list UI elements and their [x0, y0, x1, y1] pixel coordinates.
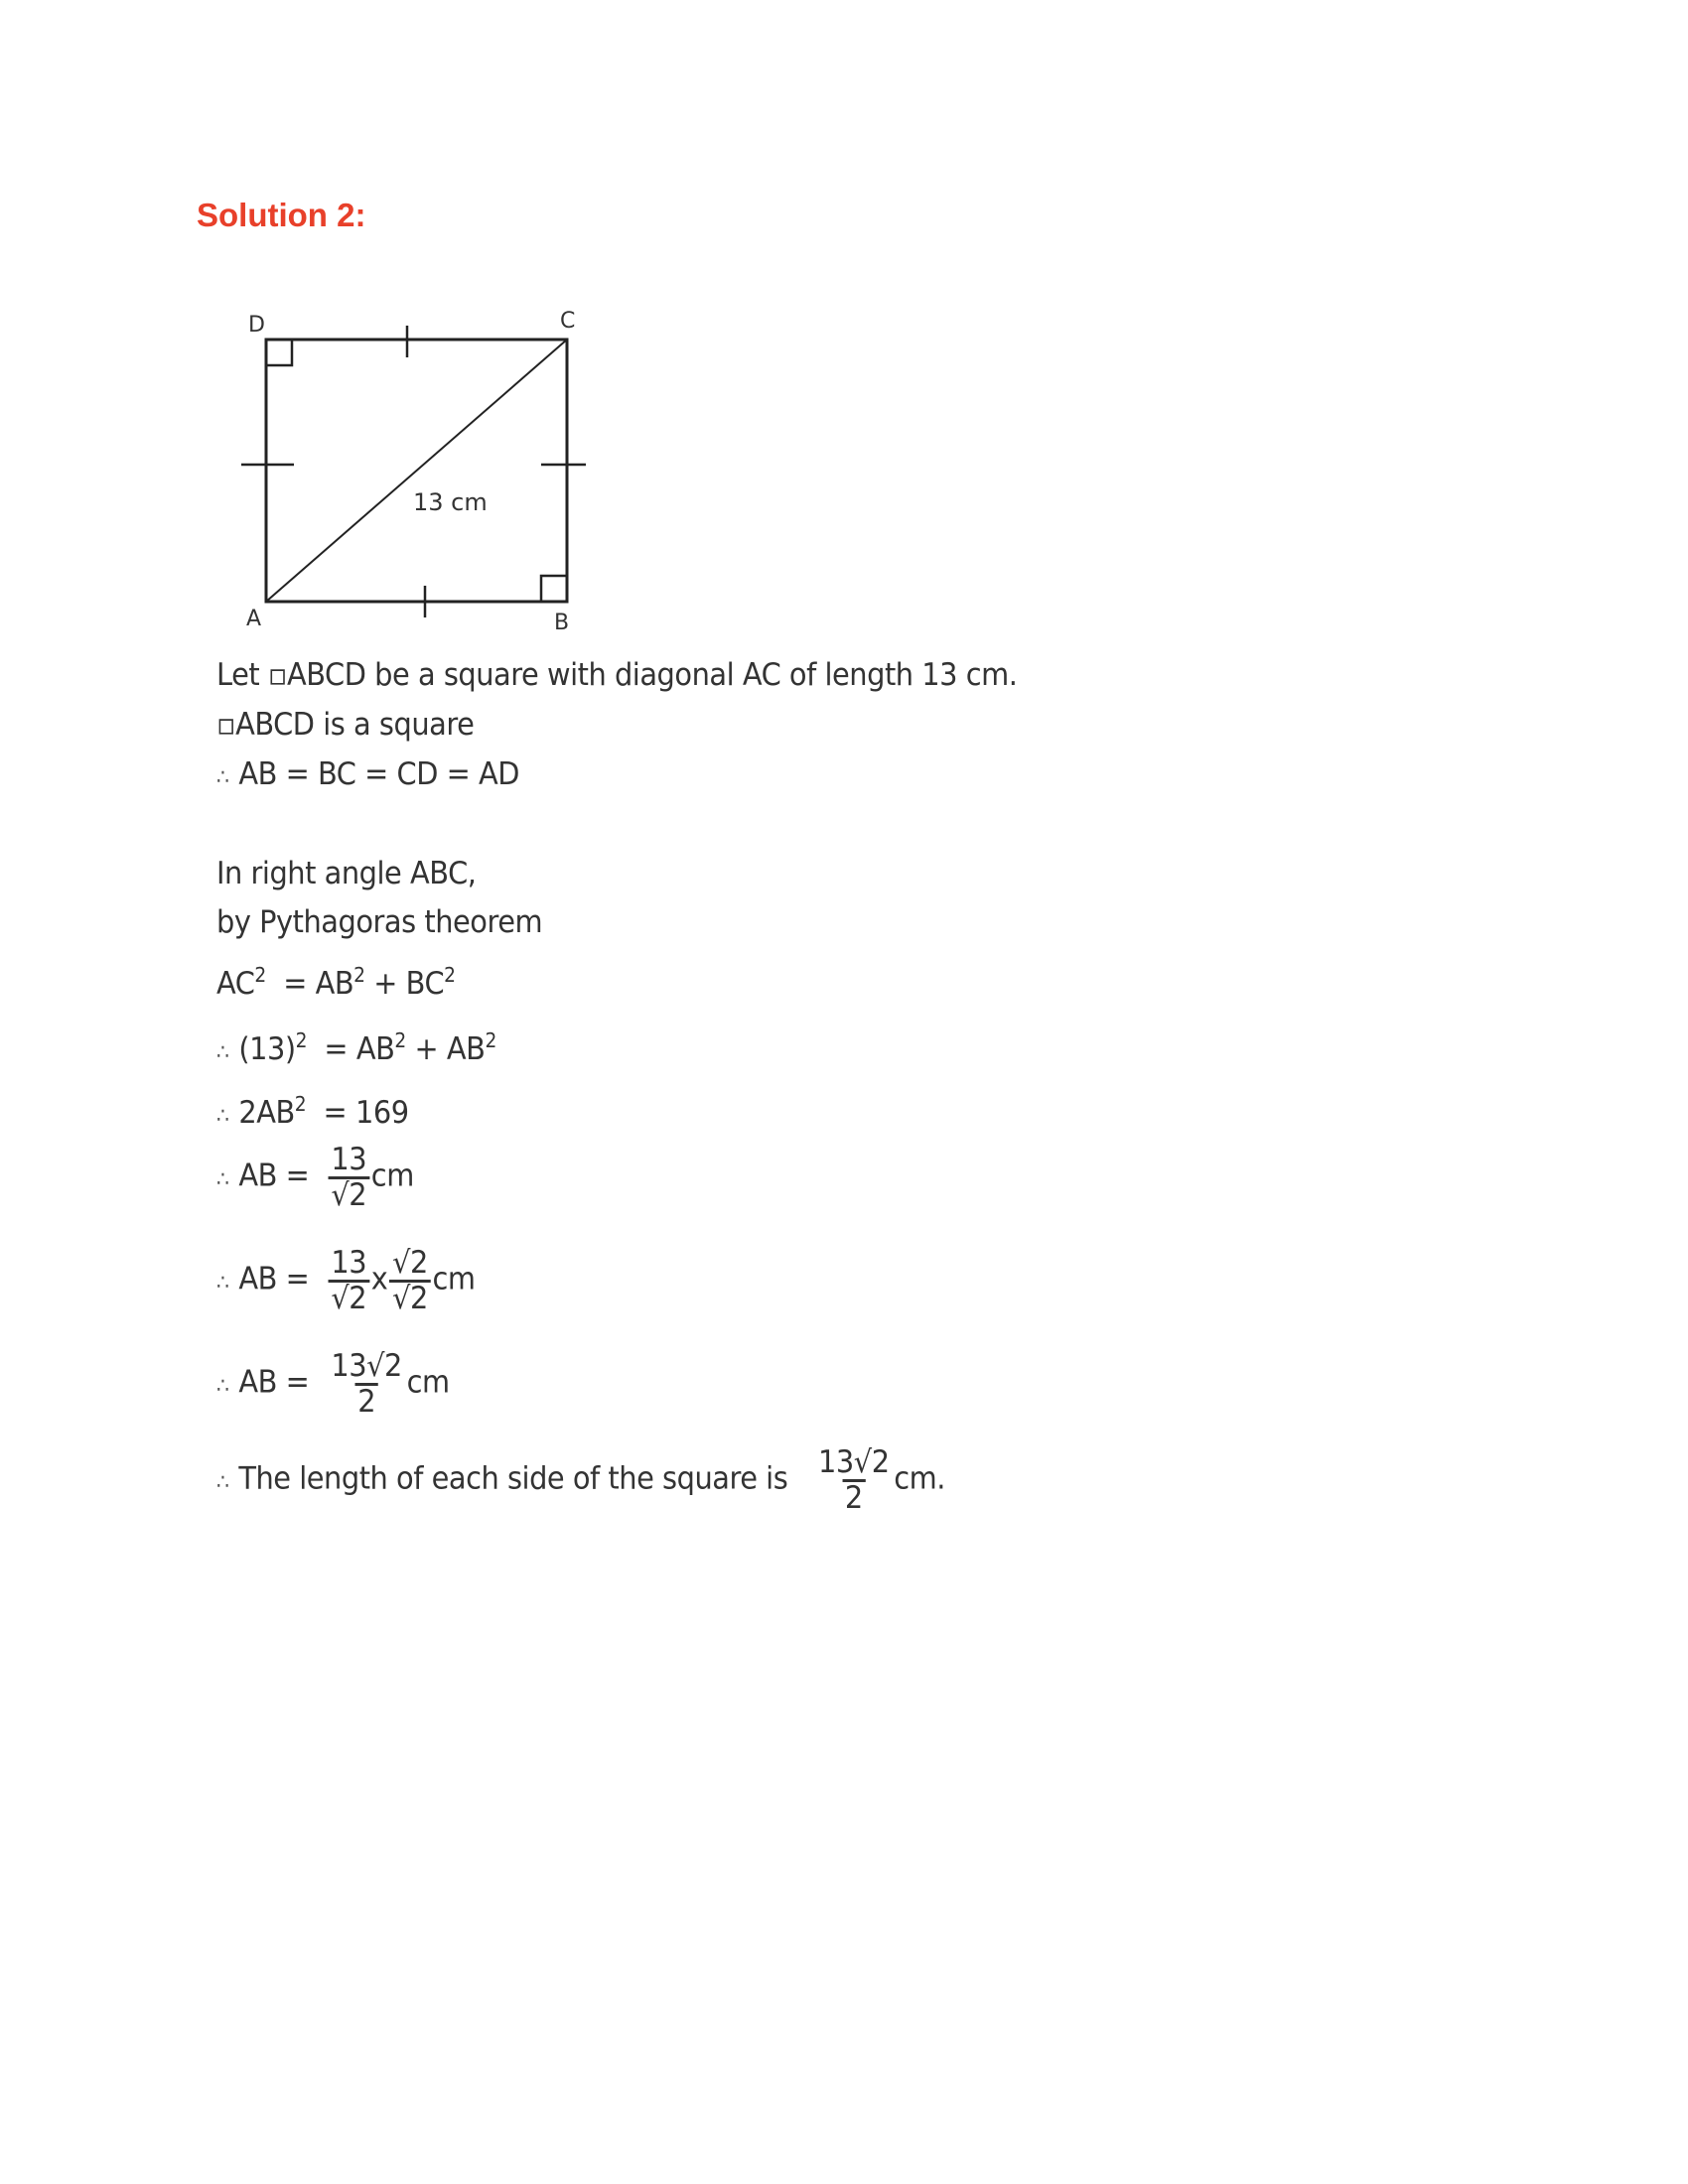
- eq-lhs: AB =: [238, 1364, 310, 1401]
- equation-2ab-squared: [216, 1092, 409, 1131]
- coefficient: 13: [331, 1348, 367, 1384]
- sqrt-icon: √: [331, 1280, 350, 1316]
- solution-heading: Solution 2:: [197, 197, 366, 233]
- exponent: 2: [353, 963, 365, 987]
- right-angle-d-icon: [266, 340, 292, 365]
- sqrt-icon: √: [853, 1444, 872, 1480]
- fraction: [329, 1247, 369, 1314]
- radicand: 2: [349, 1176, 367, 1213]
- equation-ab-fraction: [216, 1144, 414, 1211]
- equation-substitution: [216, 1028, 496, 1067]
- sqrt-icon: √: [392, 1245, 410, 1281]
- vertex-d-label: D: [248, 313, 265, 338]
- eq-term: = 169: [323, 1095, 409, 1131]
- text-line-3: [216, 756, 519, 792]
- unit: cm: [406, 1364, 450, 1401]
- numerator: [329, 1350, 405, 1383]
- therefore-icon: ∴: [216, 1270, 228, 1296]
- therefore-icon: ∴: [216, 1104, 228, 1129]
- eq-term: = AB: [324, 1031, 395, 1067]
- exponent: 2: [254, 963, 266, 987]
- exponent: 2: [394, 1028, 406, 1052]
- radicand: 2: [409, 1245, 428, 1281]
- exponent: 2: [485, 1028, 496, 1052]
- square-diagram: [228, 298, 586, 635]
- therefore-icon: ∴: [216, 1166, 228, 1192]
- therefore-icon: ∴: [216, 1040, 228, 1065]
- therefore-icon: ∴: [216, 765, 228, 790]
- fraction: [329, 1144, 369, 1211]
- text-line-4: In right angle ABC,: [216, 856, 477, 891]
- denominator: [389, 1280, 430, 1315]
- diagonal-length-label: 13 cm: [413, 488, 488, 516]
- denominator: 2: [354, 1383, 377, 1419]
- sqrt-icon: √: [366, 1348, 385, 1384]
- exponent: 2: [295, 1028, 308, 1052]
- radicand: 2: [384, 1348, 402, 1384]
- eq-term: AC: [216, 966, 255, 1002]
- eq-lhs: AB =: [238, 1261, 310, 1297]
- fraction: [329, 1350, 405, 1418]
- times-icon: x: [370, 1261, 388, 1297]
- eq-term: 2AB: [238, 1095, 295, 1131]
- eq-lhs: AB =: [238, 1158, 310, 1194]
- unit: cm: [432, 1261, 476, 1297]
- exponent: 2: [444, 963, 456, 987]
- text-line-5: by Pythagoras theorem: [216, 904, 543, 940]
- conclusion-text: The length of each side of the square is: [238, 1460, 788, 1497]
- numerator: 13: [331, 1245, 367, 1281]
- denominator: [329, 1280, 369, 1315]
- diagonal-ac: [266, 340, 567, 602]
- eq-term: + BC: [373, 966, 445, 1002]
- denominator: 2: [842, 1479, 865, 1515]
- equal-sides-text: AB = BC = CD = AD: [238, 756, 520, 792]
- numerator: [815, 1446, 892, 1479]
- equation-rationalize: [216, 1247, 476, 1314]
- exponent: 2: [294, 1092, 307, 1116]
- vertex-b-label: B: [554, 611, 570, 635]
- sqrt-icon: √: [331, 1176, 350, 1213]
- coefficient: 13: [818, 1444, 854, 1480]
- conclusion-line: [216, 1446, 945, 1514]
- radicand: 2: [871, 1444, 890, 1480]
- therefore-icon: ∴: [216, 1469, 228, 1495]
- text-line-1: Let ▫ABCD be a square with diagonal AC of length 13 cm.: [216, 657, 1018, 693]
- text-line-2: ▫ABCD is a square: [216, 707, 475, 743]
- fraction: [389, 1247, 430, 1314]
- radicand: 2: [349, 1280, 367, 1316]
- unit: cm.: [894, 1460, 945, 1497]
- unit: cm: [370, 1158, 414, 1194]
- eq-term: = AB: [283, 966, 354, 1002]
- eq-term: (13): [238, 1031, 296, 1067]
- vertex-a-label: A: [246, 607, 262, 631]
- equation-ab-result: [216, 1350, 450, 1418]
- sqrt-icon: √: [392, 1280, 410, 1316]
- therefore-icon: ∴: [216, 1373, 228, 1399]
- fraction: [815, 1446, 892, 1514]
- eq-term: + AB: [414, 1031, 486, 1067]
- vertex-c-label: C: [560, 309, 576, 334]
- radicand: 2: [409, 1280, 428, 1316]
- numerator: [389, 1247, 430, 1280]
- equation-pythagoras: [216, 963, 456, 1002]
- numerator: 13: [331, 1142, 367, 1177]
- denominator: [329, 1176, 369, 1212]
- right-angle-b-icon: [541, 576, 567, 602]
